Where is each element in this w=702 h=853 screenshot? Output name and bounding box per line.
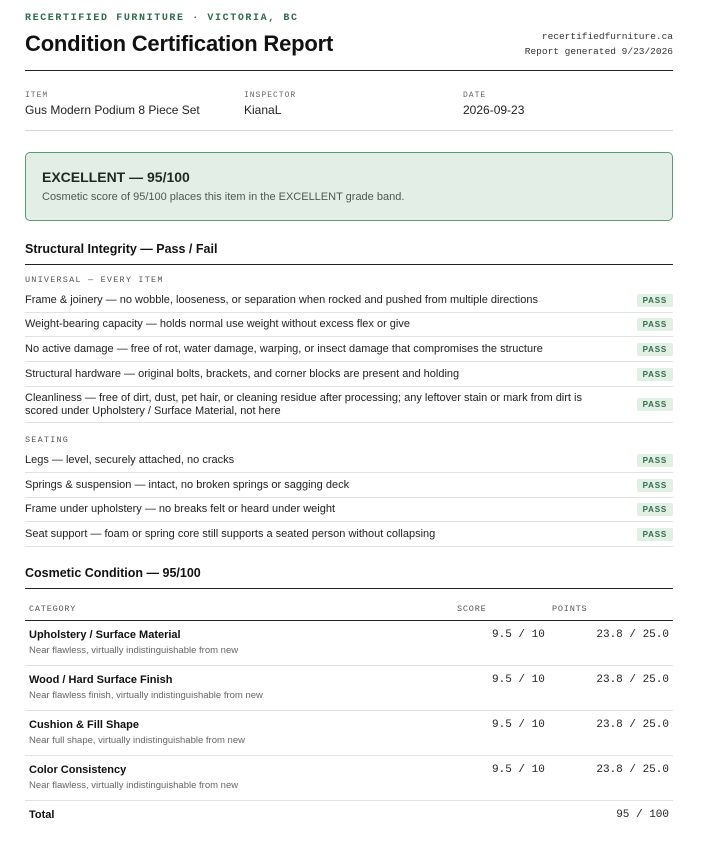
category-name: Upholstery / Surface Material xyxy=(29,629,181,641)
meta-item xyxy=(25,91,200,117)
item-value: Gus Modern Podium 8 Piece Set xyxy=(25,103,200,117)
category-description: Near full shape, virtually indistinguishable from new xyxy=(29,735,245,746)
table-row xyxy=(25,711,673,756)
category-points: 23.8 / 25.0 xyxy=(596,764,669,776)
table-row xyxy=(25,621,673,666)
category-description: Near flawless, virtually indistinguishable from new xyxy=(29,780,239,791)
check-row xyxy=(25,522,673,547)
structural-section-title: Structural Integrity — Pass / Fail xyxy=(25,242,218,256)
pass-badge: PASS xyxy=(637,294,673,307)
check-row xyxy=(25,387,673,423)
grade-banner xyxy=(25,152,673,221)
date-value: 2026-09-23 xyxy=(463,103,525,117)
pass-badge: PASS xyxy=(637,528,673,541)
check-text: No active damage — free of rot, water damage, warping, or insect damage that compromises the structure xyxy=(25,342,543,355)
check-text: Weight-bearing capacity — holds normal use weight without excess flex or give xyxy=(25,318,410,330)
generated-date: Report generated 9/23/2026 xyxy=(524,46,673,57)
check-row xyxy=(25,362,673,387)
category-score: 9.5 / 10 xyxy=(492,674,545,686)
cosmetic-section-title: Cosmetic Condition — 95/100 xyxy=(25,566,201,580)
category-points: 23.8 / 25.0 xyxy=(596,674,669,686)
check-row xyxy=(25,473,673,498)
item-label: ITEM xyxy=(25,91,49,100)
check-row xyxy=(25,313,673,337)
category-name: Color Consistency xyxy=(29,764,127,776)
category-score: 9.5 / 10 xyxy=(492,764,545,776)
column-header-points: POINTS xyxy=(552,604,588,614)
header-divider xyxy=(25,70,673,71)
structural-divider xyxy=(25,264,673,265)
pass-badge: PASS xyxy=(637,318,673,331)
column-header-category: CATEGORY xyxy=(29,604,77,614)
check-text: Legs — level, securely attached, no cracks xyxy=(25,453,235,466)
pass-badge: PASS xyxy=(637,479,673,492)
check-text: Frame under upholstery — no breaks felt or heard under weight xyxy=(25,503,335,515)
pass-badge: PASS xyxy=(637,503,673,516)
check-row xyxy=(25,337,673,362)
category-points: 23.8 / 25.0 xyxy=(596,629,669,641)
pass-badge: PASS xyxy=(637,368,673,381)
check-text: Structural hardware — original bolts, brackets, and corner blocks are present and holding xyxy=(25,367,460,380)
table-row xyxy=(25,666,673,711)
brand-line: RECERTIFIED FURNITURE · VICTORIA, BC xyxy=(25,13,299,24)
category-points: 23.8 / 25.0 xyxy=(596,719,669,731)
category-description: Near flawless, virtually indistinguishable from new xyxy=(29,645,239,656)
table-row xyxy=(25,756,673,801)
inspector-label: INSPECTOR xyxy=(244,91,297,100)
check-text: Frame & joinery — no wobble, looseness, or separation when rocked and pushed from multiple directions xyxy=(25,294,538,306)
check-row xyxy=(25,448,673,473)
meta-date xyxy=(463,91,524,117)
check-row xyxy=(25,289,673,313)
category-score: 9.5 / 10 xyxy=(492,629,545,641)
header-meta xyxy=(525,29,673,59)
pass-badge: PASS xyxy=(637,343,673,356)
meta-inspector xyxy=(244,91,296,117)
pass-badge: PASS xyxy=(637,454,673,467)
cosmetic-divider xyxy=(25,588,673,589)
pass-badge: PASS xyxy=(637,398,673,411)
category-score: 9.5 / 10 xyxy=(492,719,545,731)
check-text: Springs & suspension — intact, no broken springs or sagging deck xyxy=(25,478,350,491)
category-name: Cushion & Fill Shape xyxy=(29,719,140,731)
grade-description: Cosmetic score of 95/100 places this item in the EXCELLENT grade band. xyxy=(42,191,405,203)
total-label: Total xyxy=(29,809,55,821)
grade-title: EXCELLENT — 95/100 xyxy=(42,169,190,185)
check-text: Cleanliness — free of dirt, dust, pet hair, or cleaning residue after processing; any leftover stain or mark from dirt is scored under Upholstery / Surface Material, not here xyxy=(25,391,582,417)
category-description: Near flawless finish, virtually indistinguishable from new xyxy=(29,690,263,701)
group-label-seating: SEATING xyxy=(25,435,70,445)
category-name: Wood / Hard Surface Finish xyxy=(29,674,173,686)
inspector-value: KianaL xyxy=(244,103,282,117)
total-value: 95 / 100 xyxy=(616,809,669,821)
date-label: DATE xyxy=(463,91,487,100)
check-row xyxy=(25,498,673,522)
check-text: Seat support — foam or spring core still supports a seated person without collapsing xyxy=(25,527,436,540)
column-header-score: SCORE xyxy=(457,604,487,614)
page-title: Condition Certification Report xyxy=(25,31,334,56)
meta-divider xyxy=(25,130,673,131)
group-label-universal: UNIVERSAL — EVERY ITEM xyxy=(25,275,164,285)
website-link[interactable]: recertifiedfurniture.ca xyxy=(541,31,673,42)
